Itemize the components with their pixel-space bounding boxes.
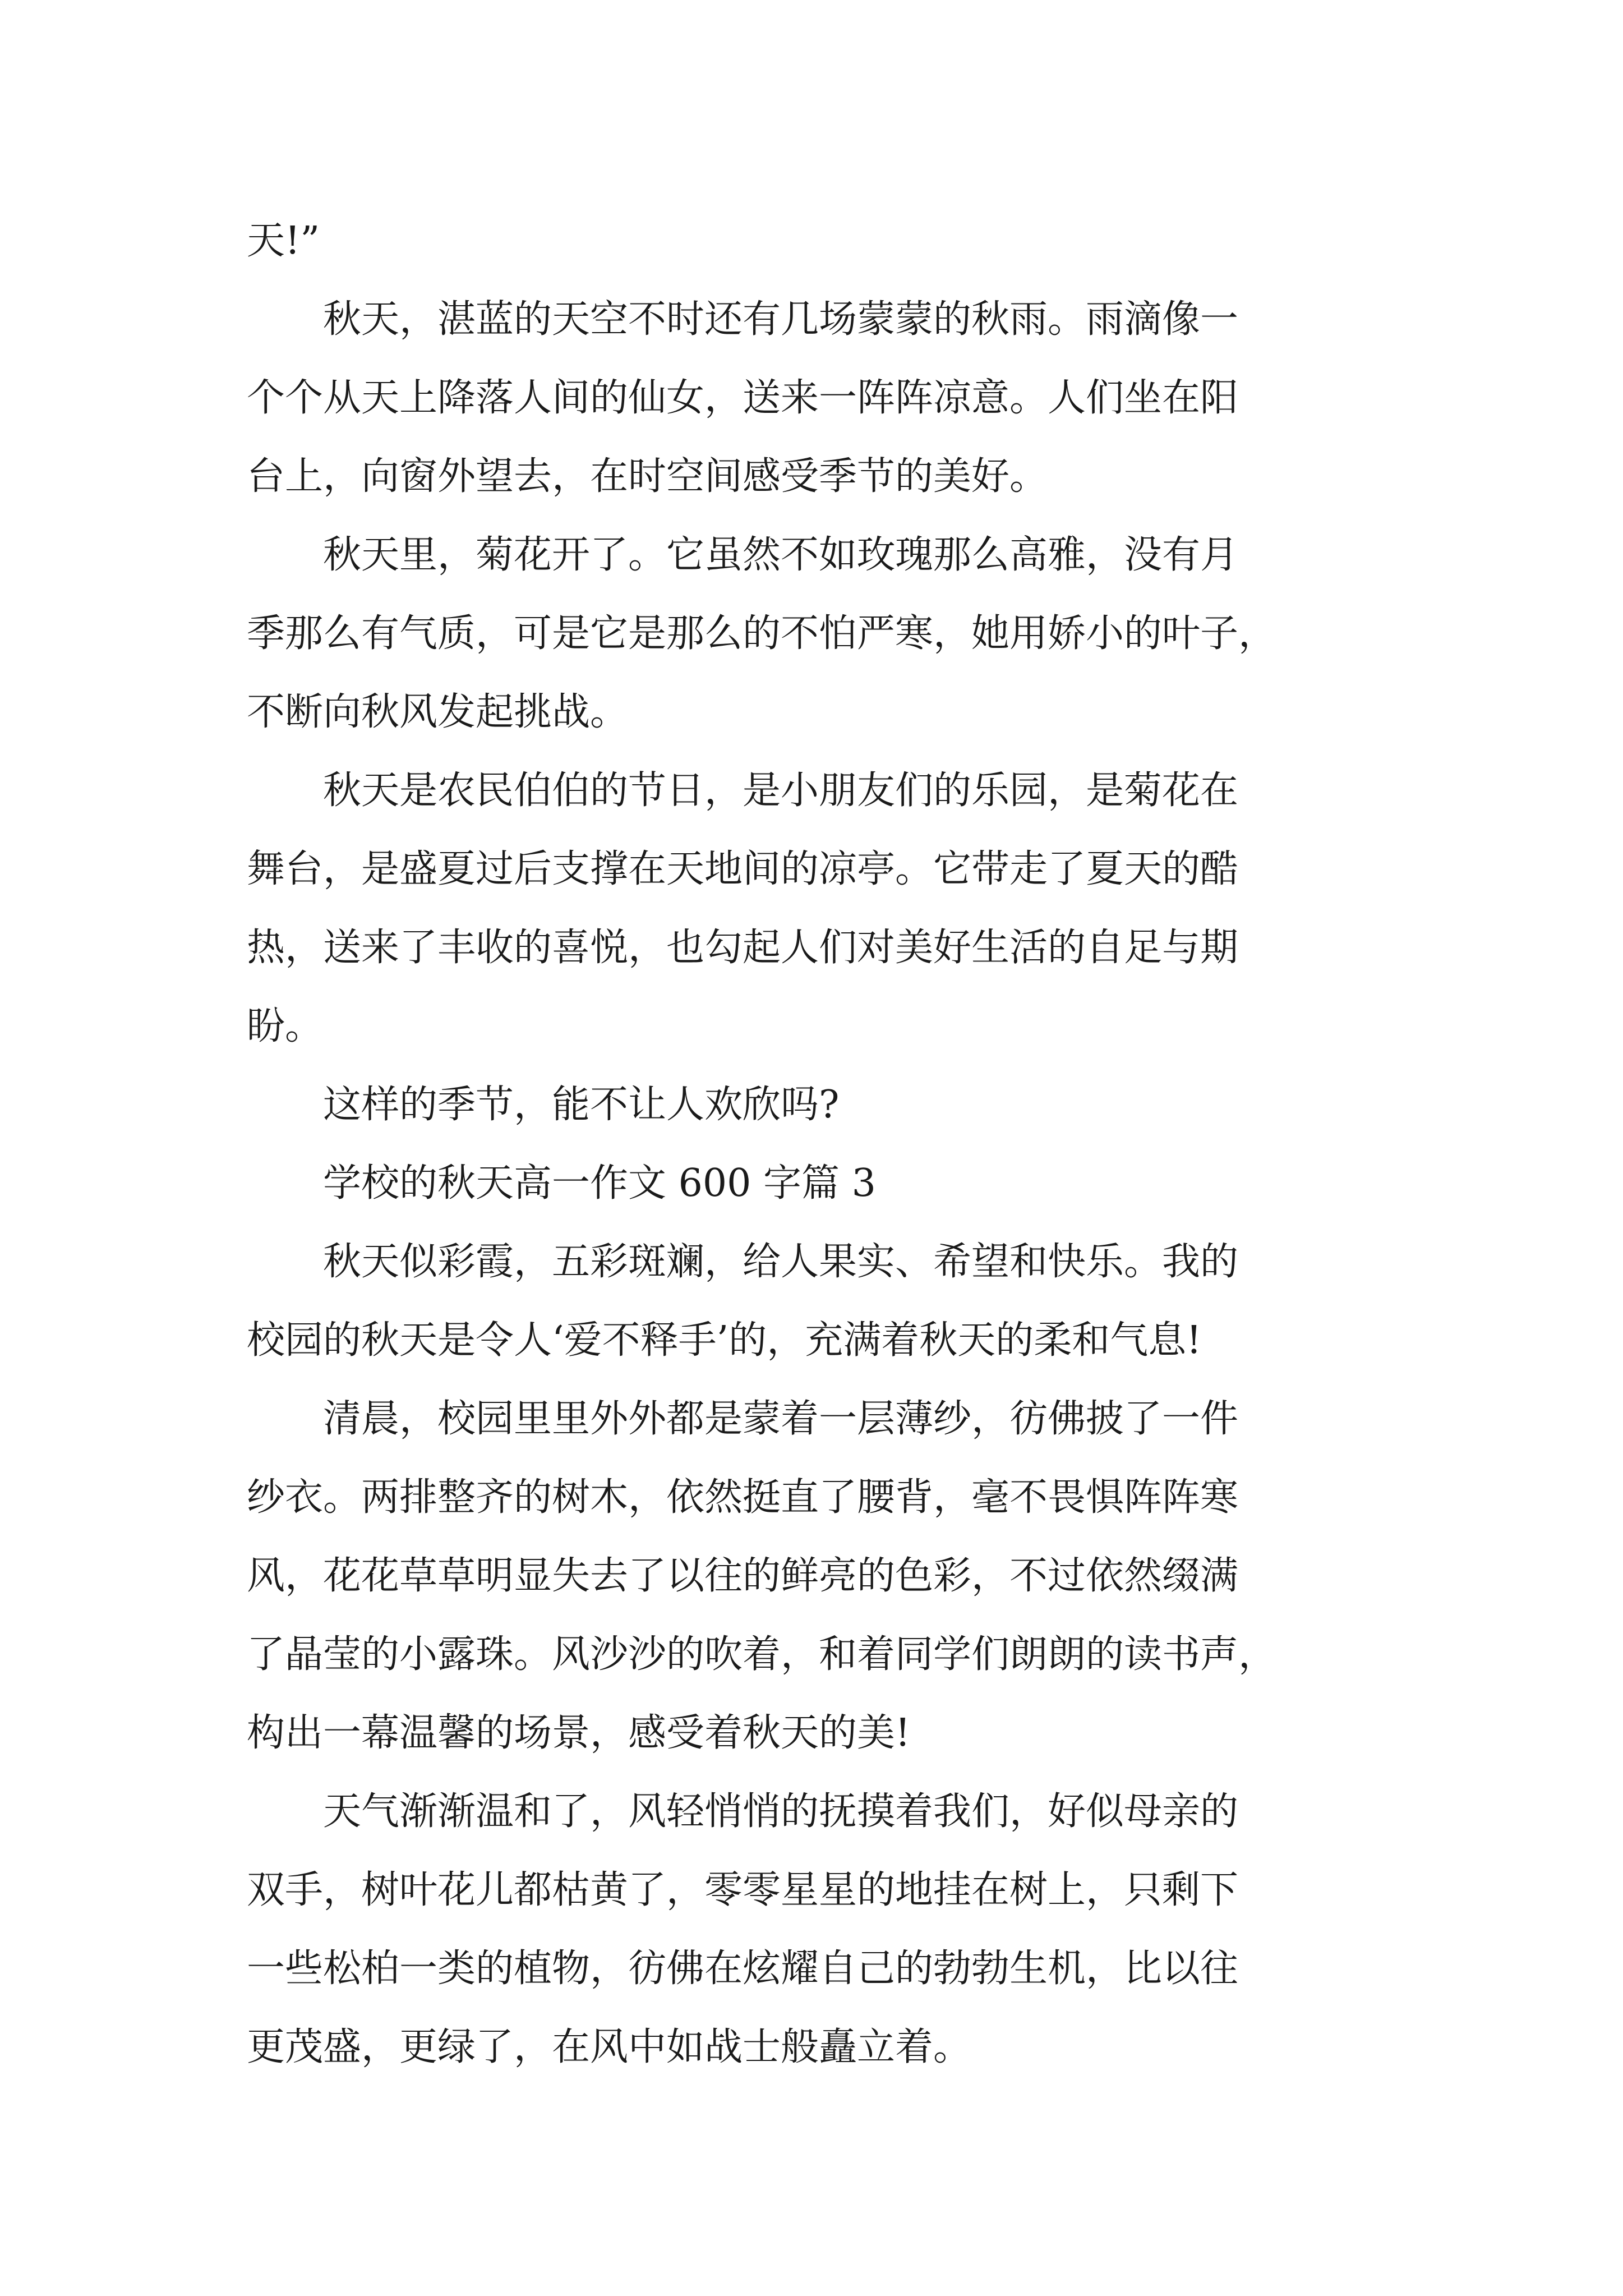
text-line: 天!”	[247, 219, 320, 263]
text-line: 盼。	[247, 1004, 324, 1048]
text-line: 纱衣。两排整齐的树木，依然挺直了腰背，毫不畏惧阵阵寒	[247, 1475, 1239, 1520]
text-line: 更茂盛，更绿了，在风中如战士般矗立着。	[247, 2025, 972, 2069]
text-line: 个个从天上降落人间的仙女，送来一阵阵凉意。人们坐在阳	[247, 376, 1239, 420]
section-heading	[247, 1144, 1391, 1223]
paragraph	[247, 1773, 1391, 2087]
text-line: 了晶莹的小露珠。风沙沙的吹着，和着同学们朗朗的读书声，	[247, 1632, 1277, 1677]
text-line: 秋天里，菊花开了。它虽然不如玫瑰那么高雅，没有月	[323, 533, 1239, 577]
text-line: 秋天，湛蓝的天空不时还有几场蒙蒙的秋雨。雨滴像一	[323, 297, 1239, 342]
paragraph	[247, 516, 1391, 752]
text-line: 季那么有气质，可是它是那么的不怕严寒，她用娇小的叶子，	[247, 611, 1277, 656]
text-line: 学校的秋天高一作文 600 字篇 3	[323, 1161, 876, 1205]
paragraph	[247, 752, 1391, 1066]
text-line: 热，送来了丰收的喜悦，也勾起人们对美好生活的自足与期	[247, 926, 1239, 970]
text-line: 秋天似彩霞，五彩斑斓，给人果实、希望和快乐。我的	[323, 1240, 1239, 1284]
paragraph	[247, 280, 1391, 516]
text-line: 不断向秋风发起挑战。	[247, 690, 629, 734]
text-line: 一些松柏一类的植物，彷佛在炫耀自己的勃勃生机，比以往	[247, 1947, 1239, 1991]
paragraph-continuation	[247, 202, 1391, 280]
text-line: 这样的季节，能不让人欢欣吗?	[323, 1083, 840, 1127]
text-line: 双手，树叶花儿都枯黄了，零零星星的地挂在树上，只剩下	[247, 1868, 1239, 1912]
text-line: 舞台，是盛夏过后支撑在天地间的凉亭。它带走了夏天的酷	[247, 847, 1239, 891]
text-line: 校园的秋天是令人‘爱不释手’的，充满着秋天的柔和气息!	[247, 1318, 1202, 1363]
paragraph	[247, 1066, 1391, 1144]
text-line: 风，花花草草明显失去了以往的鲜亮的色彩，不过依然缀满	[247, 1554, 1239, 1598]
text-line: 台上，向窗外望去，在时空间感受季节的美好。	[247, 454, 1048, 499]
text-line: 构出一幕温馨的场景，感受着秋天的美!	[247, 1711, 911, 1755]
paragraph	[247, 1380, 1391, 1773]
paragraph	[247, 1223, 1391, 1380]
text-line: 清晨，校园里里外外都是蒙着一层薄纱，彷佛披了一件	[323, 1397, 1239, 1441]
document-body	[247, 202, 1391, 2087]
text-line: 秋天是农民伯伯的节日，是小朋友们的乐园，是菊花在	[323, 769, 1239, 813]
text-line: 天气渐渐温和了，风轻悄悄的抚摸着我们，好似母亲的	[323, 1789, 1239, 1834]
